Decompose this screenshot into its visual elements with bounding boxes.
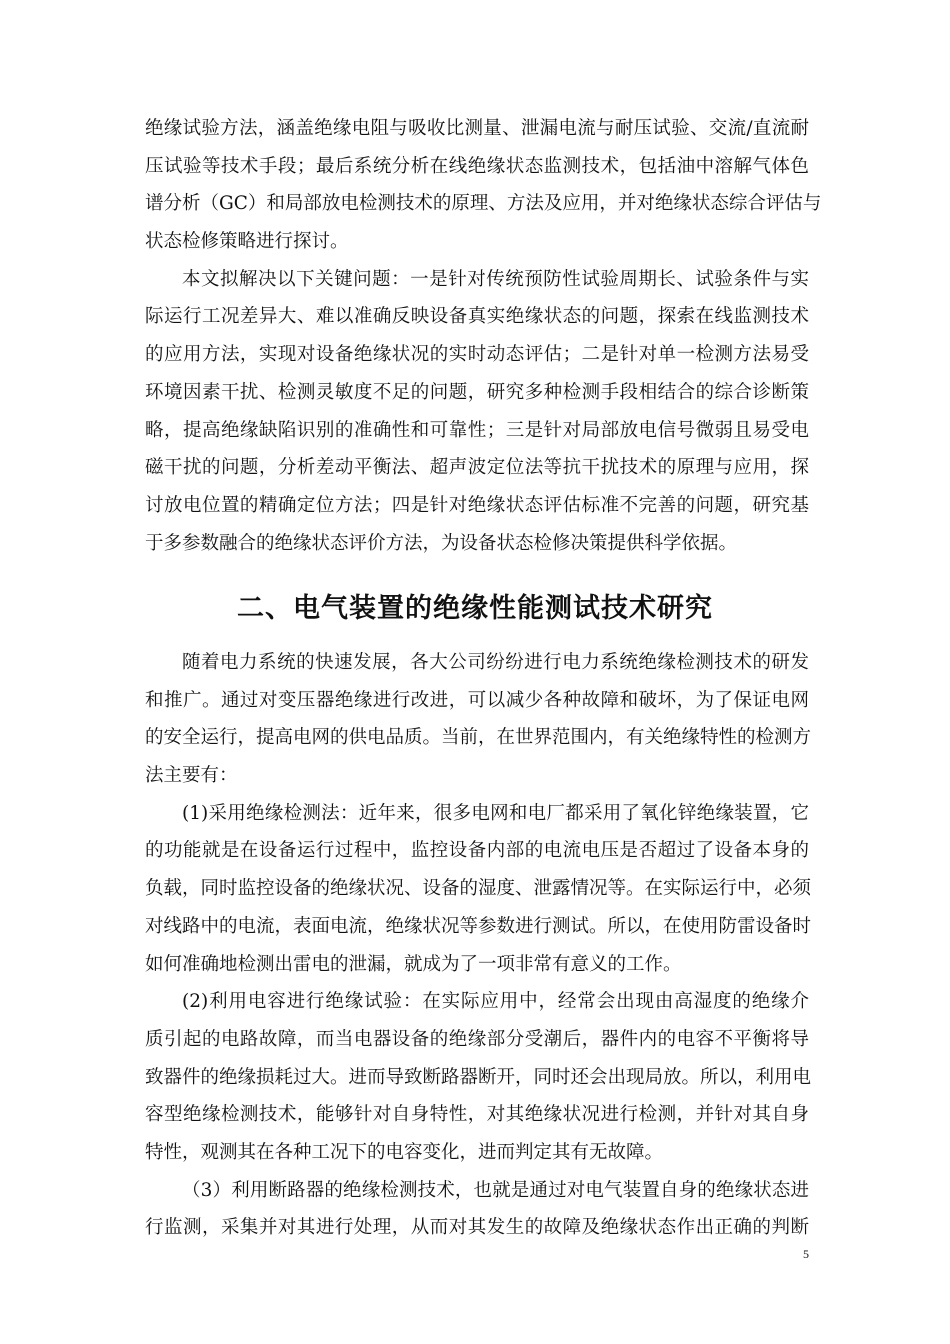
- text-line: 容型绝缘检测技术，能够针对自身特性，对其绝缘状况进行检测，并针对其自身: [145, 1104, 809, 1126]
- body-text-block-2: [145, 644, 812, 1247]
- text-line: 本文拟解决以下关键问题：一是针对传统预防性试验周期长、试验条件与实: [182, 268, 809, 290]
- text-line: 际运行工况差异大、难以准确反映设备真实绝缘状态的问题，探索在线监测技术: [145, 306, 809, 328]
- text-line: 特性，观测其在各种工况下的电容变化，进而判定其有无故障。: [145, 1141, 664, 1163]
- text-line: 的安全运行，提高电网的供电品质。当前，在世界范围内，有关绝缘特性的检测方: [145, 727, 812, 749]
- text-line: 磁干扰的问题，分析差动平衡法、超声波定位法等抗干扰技术的原理与应用，探: [145, 457, 809, 479]
- text-line: 行监测，采集并对其进行处理，从而对其发生的故障及绝缘状态作出正确的判断: [145, 1217, 809, 1239]
- text-line: （3）利用断路器的绝缘检测技术，也就是通过对电气装置自身的绝缘状态进: [182, 1179, 809, 1201]
- text-line: 环境因素干扰、检测灵敏度不足的问题，研究多种检测手段相结合的综合诊断策: [145, 381, 809, 403]
- text-line: 和推广。通过对变压器绝缘进行改进，可以减少各种故障和破坏，为了保证电网: [145, 689, 809, 711]
- text-line: 于多参数融合的绝缘状态评价方法，为设备状态检修决策提供科学依据。: [145, 532, 738, 554]
- text-line: (2)利用电容进行绝缘试验：在实际应用中，经常会出现由高湿度的绝缘介: [182, 991, 809, 1013]
- text-line: 绝缘试验方法，涵盖绝缘电阻与吸收比测量、泄漏电流与耐压试验、交流/直流耐: [145, 118, 809, 139]
- text-line: 状态检修策略进行探讨。: [145, 231, 349, 253]
- text-line: 法主要有：: [145, 765, 238, 787]
- text-line: 压试验等技术手段；最后系统分析在线绝缘状态监测技术，包括油中溶解气体色: [145, 155, 809, 177]
- text-line: 的功能就是在设备运行过程中，监控设备内部的电流电压是否超过了设备本身的: [145, 840, 809, 862]
- text-line: 致器件的绝缘损耗过大。进而导致断路器断开，同时还会出现局放。所以，利用电: [145, 1066, 812, 1088]
- text-line: 略，提高绝缘缺陷识别的准确性和可靠性；三是针对局部放电信号微弱且易受电: [145, 419, 809, 441]
- text-line: 讨放电位置的精确定位方法；四是针对绝缘状态评估标准不完善的问题，研究基: [145, 494, 809, 516]
- page-number: 5: [803, 1247, 809, 1261]
- text-line: 如何准确地检测出雷电的泄漏，就成为了一项非常有意义的工作。: [145, 953, 682, 975]
- text-line: 随着电力系统的快速发展，各大公司纷纷进行电力系统绝缘检测技术的研发: [182, 652, 809, 673]
- text-line: 的应用方法，实现对设备绝缘状况的实时动态评估；二是针对单一检测方法易受: [145, 344, 809, 366]
- text-line: 负载，同时监控设备的绝缘状况、设备的湿度、泄露情况等。在实际运行中，必须: [145, 878, 812, 900]
- section-heading: 二、电气装置的绝缘性能测试技术研究: [237, 593, 713, 624]
- text-line: 质引起的电路故障，而当电器设备的绝缘部分受潮后，器件内的电容不平衡将导: [145, 1028, 809, 1050]
- text-line: 谱分析（GC）和局部放电检测技术的原理、方法及应用，并对绝缘状态综合评估与: [145, 193, 822, 215]
- body-text-block-1: [145, 110, 822, 562]
- text-line: (1)采用绝缘检测法：近年来，很多电网和电厂都采用了氧化锌绝缘装置，它: [182, 802, 809, 824]
- text-line: 对线路中的电流，表面电流，绝缘状况等参数进行测试。所以，在使用防雷设备时: [145, 915, 812, 937]
